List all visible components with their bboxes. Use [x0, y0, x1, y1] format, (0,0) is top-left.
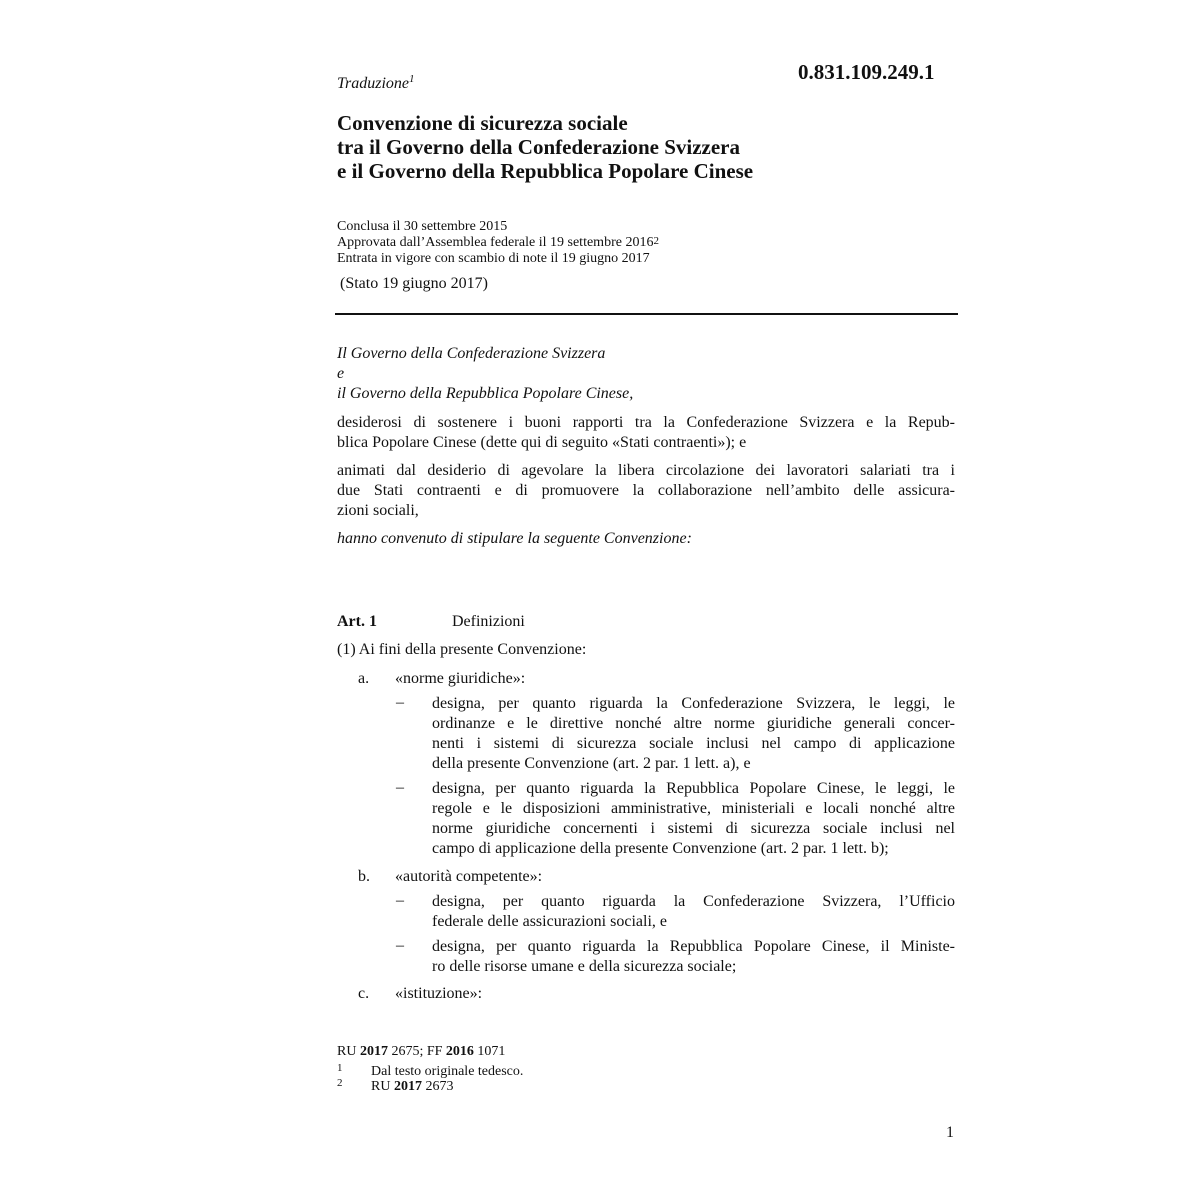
ref-mid: 2675; FF — [387, 1044, 446, 1059]
text-line: zioni sociali, — [337, 502, 419, 519]
ref-prefix: RU — [337, 1044, 360, 1059]
publication-reference — [337, 1044, 505, 1060]
item-letter-c: c. — [358, 985, 370, 1002]
preamble-closing: hanno convenuto di stipulare la seguente Convenzione: — [337, 530, 692, 547]
page-number: 1 — [946, 1124, 954, 1141]
title-line: e il Governo della Repubblica Popolare Cinese — [337, 159, 754, 183]
preamble-party-2: il Governo della Repubblica Popolare Cinese, — [337, 385, 634, 402]
text-line: ro delle risorse umane e della sicurezza sociale; — [432, 958, 737, 975]
text-line: designa, per quanto riguarda la Repubblica Popolare Cinese, il Ministe- — [432, 938, 955, 955]
sr-number: 0.831.109.249.1 — [798, 60, 935, 84]
approved-date — [337, 235, 659, 251]
footnote-number: 1 — [337, 1062, 343, 1074]
translation-label — [337, 75, 415, 93]
preamble-party-1: Il Governo della Confederazione Svizzera — [337, 345, 606, 362]
footnote-text-prefix: RU — [371, 1079, 394, 1094]
item-letter-b: b. — [358, 868, 370, 885]
preamble-paragraph-2 — [337, 461, 955, 521]
title-line: tra il Governo della Confederazione Svizzera — [337, 135, 740, 159]
header-divider — [335, 313, 958, 315]
text-line: regole e le disposizioni amministrative, ministeriali e locali nonché altre — [432, 800, 955, 817]
item-letter-a: a. — [358, 670, 370, 687]
status-date: (Stato 19 giugno 2017) — [340, 275, 488, 292]
item-term-c: «istituzione»: — [395, 985, 483, 1002]
dash-bullet: – — [396, 937, 404, 954]
subitem-a-2 — [432, 779, 955, 859]
text-line: desiderosi di sostenere i buoni rapporti tra la Confederazione Svizzera e la Repub- — [337, 414, 955, 431]
title-line: Convenzione di sicurezza sociale — [337, 111, 628, 135]
preamble-conjunction: e — [337, 365, 345, 382]
concluded-date: Conclusa il 30 settembre 2015 — [337, 219, 508, 234]
paragraph-1: (1) Ai fini della presente Convenzione: — [337, 641, 587, 658]
text-line: designa, per quanto riguarda la Confederazione Svizzera, le leggi, le — [432, 695, 955, 712]
footnote-number: 2 — [337, 1077, 343, 1089]
item-term-b: «autorità competente»: — [395, 868, 543, 885]
subitem-b-1 — [432, 892, 955, 932]
text-line: animati dal desiderio di agevolare la libera circolazione dei lavoratori salariati tra i — [337, 462, 955, 479]
subitem-a-1 — [432, 694, 955, 774]
footnote-text-suffix: 2673 — [421, 1079, 454, 1094]
ref-suffix: 1071 — [473, 1044, 506, 1059]
in-force-date: Entrata in vigore con scambio di note il 19 giugno 2017 — [337, 251, 650, 266]
subitem-b-2 — [432, 937, 955, 977]
footnote-text — [371, 1079, 453, 1095]
footnote-ref-2[interactable]: 2 — [653, 235, 659, 247]
ref-year-1: 2017 — [359, 1044, 388, 1059]
dash-bullet: – — [396, 694, 404, 711]
article-number: Art. 1 — [337, 613, 377, 630]
text-line: della presente Convenzione (art. 2 par. 1 lett. a), e — [432, 755, 751, 772]
footnote-text: Dal testo originale tedesco. — [371, 1064, 524, 1079]
footnote-ref-1[interactable]: 1 — [409, 73, 415, 85]
text-line: federale delle assicurazioni sociali, e — [432, 913, 667, 930]
text-line: nenti i sistemi di sicurezza sociale inclusi nel campo di applicazione — [432, 735, 955, 752]
dash-bullet: – — [396, 779, 404, 796]
item-term-a: «norme giuridiche»: — [395, 670, 526, 687]
text-line: due Stati contraenti e di promuovere la collaborazione nell’ambito delle assicura- — [337, 482, 955, 499]
translation-label-text: Traduzione — [337, 75, 410, 92]
approved-text: Approvata dall’Assemblea federale il 19 settembre 2016 — [337, 235, 654, 250]
text-line: blica Popolare Cinese (dette qui di seguito «Stati contraenti»); e — [337, 434, 747, 451]
text-line: campo di applicazione della presente Convenzione (art. 2 par. 1 lett. b); — [432, 840, 889, 857]
text-line: norme giuridiche concernenti i sistemi di sicurezza sociale inclusi nel — [432, 820, 955, 837]
ref-year-2: 2016 — [445, 1044, 474, 1059]
footnote-text-bold: 2017 — [393, 1079, 422, 1094]
article-title: Definizioni — [452, 613, 525, 630]
document-title — [337, 111, 753, 183]
text-line: designa, per quanto riguarda la Confederazione Svizzera, l’Ufficio — [432, 893, 955, 910]
dash-bullet: – — [396, 892, 404, 909]
text-line: designa, per quanto riguarda la Repubblica Popolare Cinese, le leggi, le — [432, 780, 955, 797]
preamble-paragraph-1 — [337, 413, 955, 453]
metadata-block — [337, 219, 659, 267]
text-line: ordinanze e le direttive nonché altre norme giuridiche generali concer- — [432, 715, 955, 732]
